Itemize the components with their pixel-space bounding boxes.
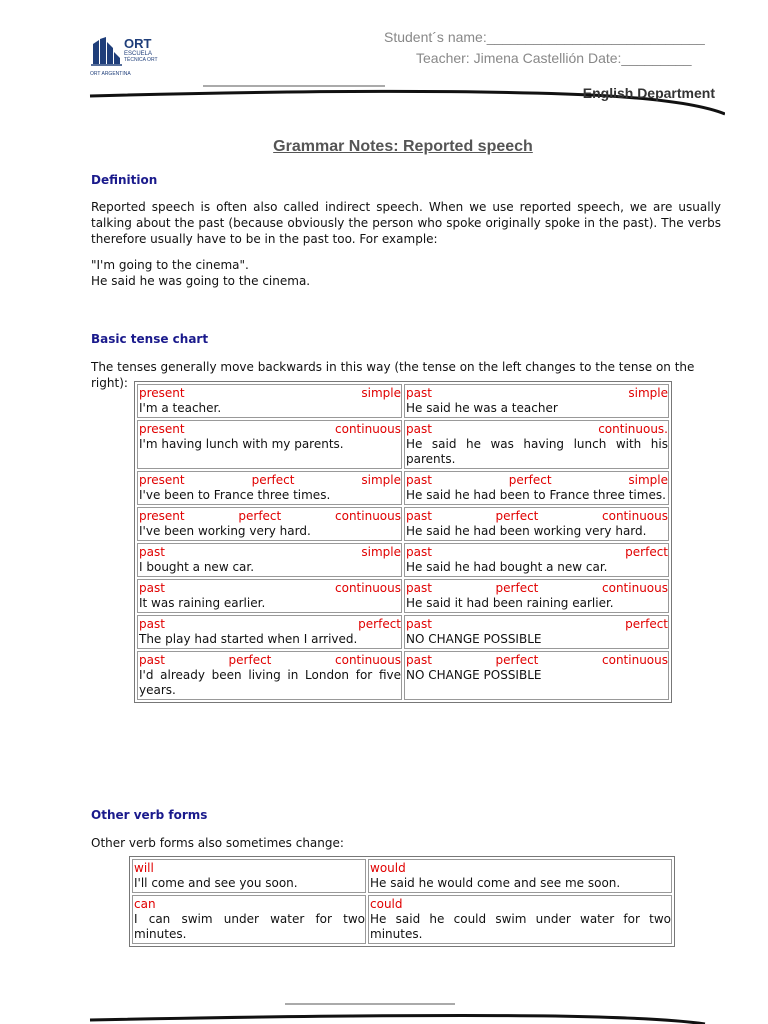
tense-example: I bought a new car. (139, 560, 255, 574)
tense-label (139, 581, 401, 596)
left-tense-cell (137, 651, 402, 700)
logo-text-ort: ORT (124, 36, 152, 51)
left-tense-cell (137, 507, 402, 541)
tense-label-word: past (406, 581, 432, 595)
tense-label-word: present (139, 386, 185, 400)
tense-label-word: continuous (335, 653, 401, 667)
tense-example: NO CHANGE POSSIBLE (406, 668, 542, 682)
footer-divider (85, 1000, 725, 1024)
definition-heading: Definition (91, 173, 158, 187)
tense-label-word: simple (361, 386, 401, 400)
table-row (137, 651, 669, 700)
tense-label-word: past (406, 653, 432, 667)
tense-example: It was raining earlier. (139, 596, 266, 610)
tense-label-word: present (139, 473, 185, 487)
other-forms-table (129, 856, 675, 947)
tense-example: He said he had been to France three times. (406, 488, 666, 502)
tense-label-word: past (139, 581, 165, 595)
left-tense-cell (137, 543, 402, 577)
tense-example: I've been working very hard. (139, 524, 311, 538)
tense-label-word: continuous. (598, 422, 668, 436)
tense-example: I've been to France three times. (139, 488, 331, 502)
tense-label-word: past (406, 545, 432, 559)
table-row (137, 579, 669, 613)
tense-label-word: past (139, 617, 165, 631)
tense-label (406, 581, 668, 596)
right-form-cell (368, 895, 672, 944)
tense-label (406, 617, 668, 632)
tense-chart-intro: The tenses generally move backwards in this way (the tense on the left changes to the tense on the right): (91, 360, 695, 390)
table-row (132, 859, 672, 893)
teacher-date-line: Teacher: Jimena Castellión Date:_________ (416, 50, 692, 66)
tense-label-word: past (406, 422, 432, 436)
tense-label-word: past (139, 545, 165, 559)
tense-label (406, 386, 668, 401)
tense-label-word: past (139, 653, 165, 667)
definition-paragraph: Reported speech is often also called indirect speech. When we use reported speech, we are usually talking about the past (because obviously the person who spoke originally spoke in the past). The verbs therefore usually have to be in the past too. For example: (91, 200, 721, 246)
verb-form-label: will (134, 861, 154, 875)
tense-label (406, 653, 668, 668)
logo-text-escuela: ESCUELA (124, 51, 153, 57)
left-form-cell (132, 895, 366, 944)
tense-example: He said he would come and see me soon. (370, 876, 621, 890)
ort-logo-emblem (91, 37, 122, 66)
tense-label (406, 422, 668, 437)
tense-label (139, 653, 401, 668)
tense-label-word: simple (628, 473, 668, 487)
definition-body (91, 199, 721, 289)
tense-label-word: perfect (495, 653, 539, 667)
logo-text-tecnica: TÉCNICA ORT (124, 57, 158, 63)
department-label: English Department (582, 85, 715, 101)
tense-chart-table (134, 381, 672, 703)
left-tense-cell (137, 471, 402, 505)
tense-example: The play had started when I arrived. (139, 632, 358, 646)
tense-label-word: perfect (495, 509, 539, 523)
right-tense-cell (404, 420, 669, 469)
right-form-cell (368, 859, 672, 893)
table-row (137, 615, 669, 649)
left-tense-cell (137, 579, 402, 613)
tense-label-word: perfect (251, 473, 295, 487)
page-title: Grammar Notes: Reported speech (273, 138, 533, 155)
tense-example: I'm a teacher. (139, 401, 222, 415)
left-tense-cell (137, 384, 402, 418)
student-name-line: Student´s name:____________________________ (384, 29, 705, 45)
tense-label (406, 545, 668, 560)
tense-label (139, 386, 401, 401)
tense-label-word: continuous (602, 653, 668, 667)
tense-example: He said he was having lunch with his parents. (406, 437, 668, 466)
tense-label-word: perfect (508, 473, 552, 487)
tense-example: He said it had been raining earlier. (406, 596, 614, 610)
example-reported: He said he was going to the cinema. (91, 274, 311, 288)
example-direct: "I'm going to the cinema". (91, 258, 249, 272)
tense-example: I'll come and see you soon. (134, 876, 298, 890)
tense-label-word: present (139, 422, 185, 436)
right-tense-cell (404, 615, 669, 649)
tense-label (406, 509, 668, 524)
table-row (137, 420, 669, 469)
tense-label-word: continuous (602, 581, 668, 595)
verb-form-label: could (370, 897, 403, 911)
right-tense-cell (404, 384, 669, 418)
tense-label (139, 545, 401, 560)
tense-example: He said he had been working very hard. (406, 524, 647, 538)
tense-label-word: continuous (335, 509, 401, 523)
tense-label (139, 422, 401, 437)
tense-label-word: simple (361, 473, 401, 487)
other-forms-heading: Other verb forms (91, 808, 208, 822)
logo-text-argentina: ORT ARGENTINA (90, 71, 131, 77)
tense-label-word: past (406, 473, 432, 487)
left-form-cell (132, 859, 366, 893)
tense-label-word: past (406, 386, 432, 400)
tense-label-word: perfect (228, 653, 272, 667)
left-tense-cell (137, 420, 402, 469)
ort-logo (89, 34, 169, 80)
tense-label-word: perfect (238, 509, 282, 523)
tense-label (139, 473, 401, 488)
table-row (137, 384, 669, 418)
right-tense-cell (404, 543, 669, 577)
table-row (137, 507, 669, 541)
tense-label-word: perfect (625, 545, 668, 559)
tense-label-word: present (139, 509, 185, 523)
table-row (132, 895, 672, 944)
tense-label-word: past (406, 509, 432, 523)
tense-label (406, 473, 668, 488)
table-row (137, 543, 669, 577)
tense-label (139, 617, 401, 632)
right-tense-cell (404, 651, 669, 700)
tense-label-word: perfect (495, 581, 539, 595)
tense-label (139, 509, 401, 524)
right-tense-cell (404, 471, 669, 505)
tense-example: He said he could swim under water for two minutes. (370, 912, 671, 941)
tense-label-word: continuous (335, 422, 401, 436)
tense-label-word: simple (361, 545, 401, 559)
other-forms-intro: Other verb forms also sometimes change: (91, 836, 344, 850)
tense-label-word: continuous (335, 581, 401, 595)
tense-example: I'd already been living in London for five years. (139, 668, 401, 697)
right-tense-cell (404, 507, 669, 541)
tense-example: He said he was a teacher (406, 401, 558, 415)
tense-label-word: continuous (602, 509, 668, 523)
tense-label-word: past (406, 617, 432, 631)
tense-label-word: perfect (625, 617, 668, 631)
tense-example: He said he had bought a new car. (406, 560, 608, 574)
verb-form-label: would (370, 861, 406, 875)
tense-label-word: perfect (358, 617, 401, 631)
tense-example: NO CHANGE POSSIBLE (406, 632, 542, 646)
left-tense-cell (137, 615, 402, 649)
table-row (137, 471, 669, 505)
verb-form-label: can (134, 897, 156, 911)
tense-example: I can swim under water for two minutes. (134, 912, 366, 941)
tense-example: I'm having lunch with my parents. (139, 437, 344, 451)
tense-chart-heading: Basic tense chart (91, 332, 209, 346)
tense-label-word: simple (628, 386, 668, 400)
right-tense-cell (404, 579, 669, 613)
